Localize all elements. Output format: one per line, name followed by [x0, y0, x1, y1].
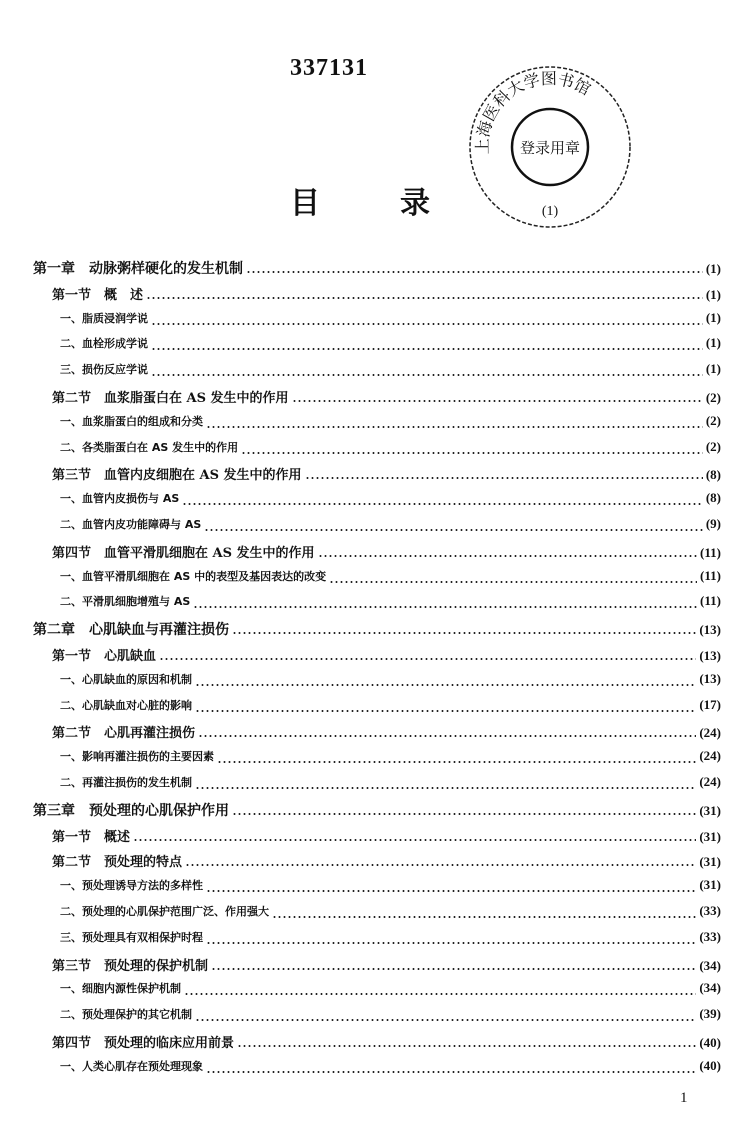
toc-label: 第三章 预处理的心肌保护作用 — [33, 802, 229, 819]
toc-page: (1) — [705, 261, 721, 276]
dot-leader — [237, 1045, 696, 1047]
toc-section — [52, 542, 721, 564]
toc-page: (31) — [699, 828, 721, 844]
toc-page: (8) — [705, 490, 721, 506]
toc-page: (1) — [705, 286, 721, 302]
dot-leader — [206, 1071, 696, 1073]
toc-label: 二、预处理保护的其它机制 — [60, 1008, 192, 1022]
dot-leader — [195, 710, 696, 712]
toc-item — [60, 593, 721, 615]
toc-page: (2) — [705, 412, 721, 428]
toc-page: (1) — [705, 309, 721, 325]
toc-section — [52, 1032, 721, 1054]
toc-label: 一、影响再灌注损伤的主要因素 — [60, 750, 214, 764]
toc-section — [52, 464, 721, 486]
toc-item — [60, 568, 721, 590]
toc-item — [60, 877, 721, 899]
toc-item — [60, 413, 721, 435]
dot-leader — [151, 348, 703, 350]
toc-label: 一、脂质浸润学说 — [60, 311, 148, 325]
dot-leader — [206, 426, 703, 428]
dot-leader — [329, 581, 697, 583]
dot-leader — [151, 374, 703, 376]
toc-page: (13) — [699, 670, 721, 686]
toc-page: (11) — [700, 567, 721, 583]
toc-chapter — [33, 800, 721, 822]
toc-label: 一、血管平滑肌细胞在 AS 中的表型及基因表达的改变 — [60, 569, 327, 583]
toc-label: 第一节 心肌缺血 — [52, 649, 157, 664]
toc-page: (11) — [700, 593, 721, 609]
toc-page: (17) — [699, 696, 721, 712]
toc-label: 二、预处理的心肌保护范围广泛、作用强大 — [60, 905, 269, 918]
toc-label: 第二节 心肌再灌注损伤 — [52, 726, 196, 742]
toc-item — [60, 1058, 721, 1080]
toc-label: 三、损伤反应学说 — [60, 363, 148, 377]
dot-leader — [151, 323, 703, 325]
toc-page: (8) — [705, 467, 721, 483]
toc-chapter — [33, 258, 721, 280]
toc-page: (1) — [705, 335, 721, 351]
toc-page: (31) — [699, 802, 721, 818]
dot-leader — [195, 787, 696, 789]
dot-leader — [211, 968, 696, 970]
toc-page: (1) — [705, 361, 721, 377]
page-title: 目 录 — [290, 186, 455, 221]
toc-chapter — [33, 619, 721, 641]
toc-page: (13) — [699, 648, 721, 663]
toc-item — [60, 516, 721, 538]
dot-leader — [246, 271, 703, 273]
toc-label: 第二章 心肌缺血与再灌注损伤 — [33, 622, 229, 639]
toc-page: (31) — [699, 877, 721, 893]
dot-leader — [185, 864, 696, 866]
toc-section — [52, 722, 721, 744]
toc-label: 第一章 动脉粥样硬化的发生机制 — [33, 261, 243, 277]
toc-section — [52, 645, 721, 667]
toc-item — [60, 697, 721, 719]
toc-item — [60, 980, 721, 1002]
toc-item — [60, 671, 721, 693]
toc-label: 第三节 预处理的保护机制 — [52, 958, 209, 974]
dot-leader — [318, 555, 698, 557]
toc-item — [60, 748, 721, 770]
dot-leader — [195, 684, 696, 686]
toc-label: 第四节 预处理的临床应用前景 — [52, 1036, 235, 1051]
svg-text:(1): (1) — [541, 204, 559, 219]
toc-label: 第二节 血浆脂蛋白在 AS 发生中的作用 — [52, 391, 289, 406]
svg-text:上海医科大学图书馆: 上海医科大学图书馆 — [472, 68, 594, 155]
toc-label: 二、再灌注损伤的发生机制 — [60, 776, 192, 789]
toc-page: (24) — [699, 774, 721, 789]
dot-leader — [241, 452, 703, 454]
toc-label: 一、血浆脂蛋白的组成和分类 — [60, 414, 203, 428]
toc-item — [60, 929, 721, 951]
toc-section — [52, 826, 721, 848]
toc-label: 二、各类脂蛋白在 AS 发生中的作用 — [60, 440, 239, 454]
dot-leader — [182, 503, 703, 505]
toc-page: (2) — [705, 390, 721, 405]
call-number: 337131 — [290, 55, 368, 81]
dot-leader — [159, 658, 696, 660]
toc-item — [60, 310, 721, 332]
toc-item — [60, 903, 721, 925]
dot-leader — [206, 942, 696, 944]
toc-page: (31) — [699, 854, 721, 870]
dot-leader — [206, 890, 696, 892]
library-stamp — [462, 65, 637, 230]
dot-leader — [232, 813, 696, 815]
toc-page: (24) — [699, 725, 721, 741]
dot-leader — [193, 606, 697, 608]
toc-page: (13) — [699, 622, 721, 638]
toc-label: 一、细胞内源性保护机制 — [60, 982, 181, 996]
toc-label: 一、预处理诱导方法的多样性 — [60, 879, 203, 893]
page-number: 1 — [680, 1090, 688, 1106]
dot-leader — [217, 761, 696, 763]
dot-leader — [232, 632, 696, 634]
toc-label: 一、心肌缺血的原因和机制 — [60, 672, 192, 686]
svg-text:登录用章: 登录用章 — [519, 139, 581, 157]
toc-page: (40) — [699, 1035, 721, 1050]
dot-leader — [292, 400, 703, 402]
toc-section — [52, 387, 721, 409]
toc-page: (24) — [699, 748, 721, 764]
dot-leader — [146, 297, 703, 299]
toc-section — [52, 851, 721, 873]
toc-item — [60, 335, 721, 357]
toc-item — [60, 774, 721, 796]
toc-page: (9) — [705, 516, 721, 531]
toc-label: 二、平滑肌细胞增殖与 AS — [60, 595, 191, 609]
toc-label: 二、血栓形成学说 — [60, 337, 148, 351]
toc-label: 第三节 血管内皮细胞在 AS 发生中的作用 — [52, 468, 302, 484]
dot-leader — [195, 1019, 696, 1021]
toc-label: 第一节 概述 — [52, 829, 131, 845]
toc-page: (34) — [699, 980, 721, 996]
toc-page: (34) — [699, 957, 721, 973]
dot-leader — [272, 916, 696, 918]
toc-label: 一、人类心肌存在预处理现象 — [60, 1059, 203, 1073]
toc-label: 第二节 预处理的特点 — [52, 855, 183, 871]
toc-item — [60, 490, 721, 512]
dot-leader — [204, 529, 703, 531]
toc-section — [52, 955, 721, 977]
toc-label: 第一节 概 述 — [52, 287, 144, 303]
toc-page: (2) — [705, 438, 721, 454]
toc-label: 一、血管内皮损伤与 AS — [60, 492, 180, 506]
toc-label: 二、心肌缺血对心脏的影响 — [60, 698, 192, 712]
toc-item — [60, 1006, 721, 1028]
toc-item — [60, 361, 721, 383]
toc-label: 第四节 血管平滑肌细胞在 AS 发生中的作用 — [52, 545, 315, 561]
dot-leader — [184, 993, 696, 995]
toc-page: (11) — [700, 544, 721, 560]
dot-leader — [305, 477, 703, 479]
toc-label: 三、预处理具有双相保护时程 — [60, 930, 203, 944]
toc-page: (39) — [699, 1006, 721, 1022]
dot-leader — [198, 735, 696, 737]
dot-leader — [133, 839, 696, 841]
toc-page: (33) — [699, 928, 721, 944]
toc-page: (33) — [699, 903, 721, 918]
toc-section — [52, 284, 721, 306]
toc-item — [60, 439, 721, 461]
toc-label: 二、血管内皮功能障碍与 AS — [60, 518, 202, 531]
toc-page: (40) — [699, 1057, 721, 1073]
